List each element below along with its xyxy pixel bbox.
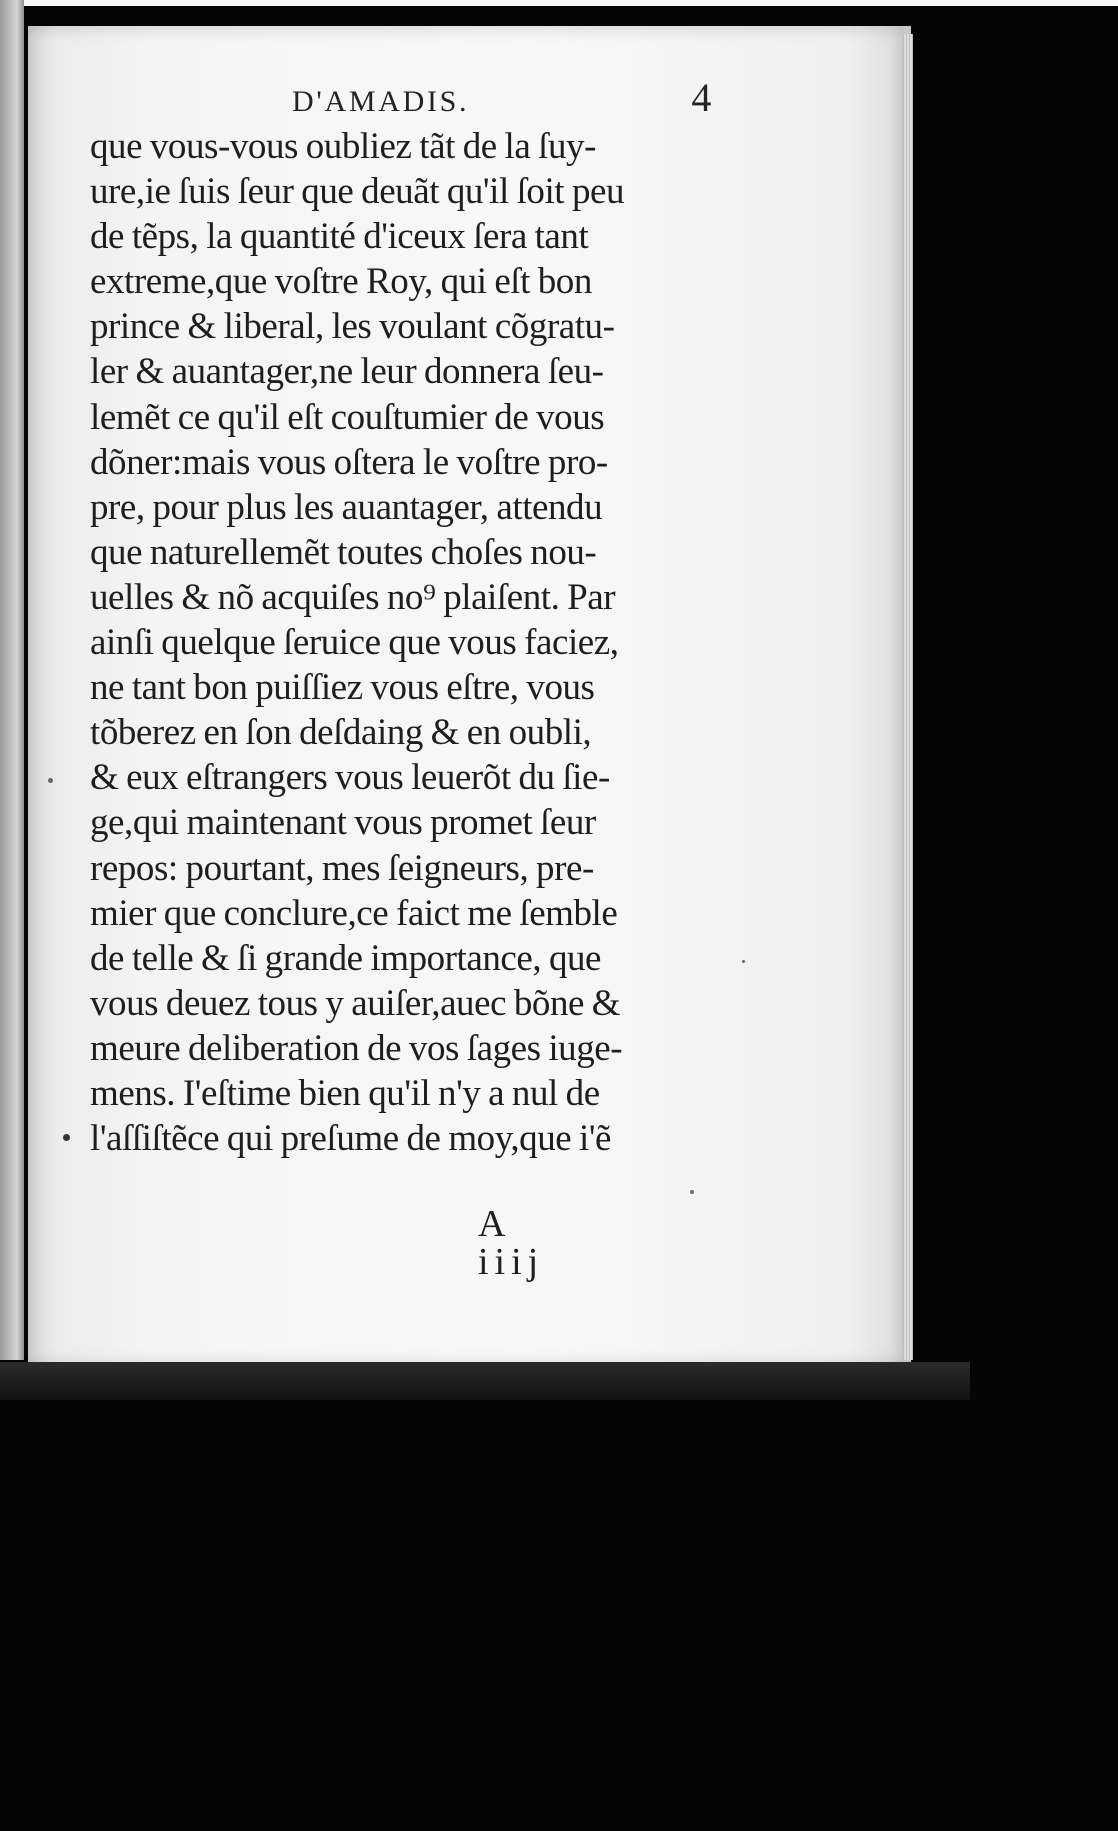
text-line: mens. I'eſtime bien qu'il n'y a nul de <box>90 1072 600 1114</box>
text-line: vous deuez tous y auiſer,auec bõne & <box>90 982 621 1024</box>
text-line: ge,qui maintenant vous promet ſeur <box>90 802 596 844</box>
text-line: ure,ie ſuis ſeur que deuãt qu'il ſoit peu <box>90 171 625 213</box>
text-line: extreme,que voſtre Roy, qui eſt bon <box>90 261 592 303</box>
text-line: lemẽt ce qu'il eſt couſtumier de vous <box>90 396 605 438</box>
page-fore-edge <box>903 34 913 1360</box>
page-number: 4 <box>691 75 712 120</box>
margin-dot-mark <box>63 1134 70 1141</box>
book-gutter-shadow <box>0 1362 970 1400</box>
scan-top-margin <box>0 0 1118 6</box>
text-line: pre, pour plus les auantager, attendu <box>90 486 603 528</box>
text-line: tõberez en ſon deſdaing & en oubli, <box>90 712 592 754</box>
text-line: uelles & nõ acquiſes no⁹ plaiſent. Par <box>90 576 616 618</box>
text-line: l'aſſiſtẽce qui preſume de moy,que i'ẽ <box>90 1118 612 1160</box>
text-line: de telle & ſi grande importance, que <box>90 937 602 979</box>
text-line: mier que conclure,ce faict me ſemble <box>90 892 618 934</box>
text-line: repos: pourtant, mes ſeigneurs, pre- <box>90 847 594 889</box>
text-line: ler & auantager,ne leur donnera ſeu- <box>90 351 604 393</box>
text-line: dõner:mais vous oſtera le voſtre pro- <box>90 441 608 483</box>
text-line: que naturellemẽt toutes choſes nou- <box>90 531 597 573</box>
page-text <box>90 124 727 1161</box>
signature-mark: A iiij <box>478 1203 545 1283</box>
text-line: prince & liberal, les voulant cõgratu- <box>90 306 615 348</box>
ink-speck <box>48 778 53 783</box>
text-line: meure deliberation de vos ſages iuge- <box>90 1027 623 1069</box>
ink-speck <box>690 1190 694 1194</box>
text-line: que vous-vous oubliez tãt de la ſuy- <box>90 126 596 167</box>
page-header <box>292 75 712 126</box>
text-line: ainſi quelque ſeruice que vous faciez, <box>90 622 619 664</box>
text-line: & eux eſtrangers vous leuerõt du ſie- <box>90 757 610 799</box>
left-page-edge <box>0 0 24 1360</box>
ink-speck <box>742 960 745 963</box>
text-line: de tẽps, la quantité d'iceux ſera tant <box>90 216 589 258</box>
running-head: D'AMADIS. <box>292 85 470 118</box>
text-line: ne tant bon puiſſiez vous eſtre, vous <box>90 667 595 709</box>
